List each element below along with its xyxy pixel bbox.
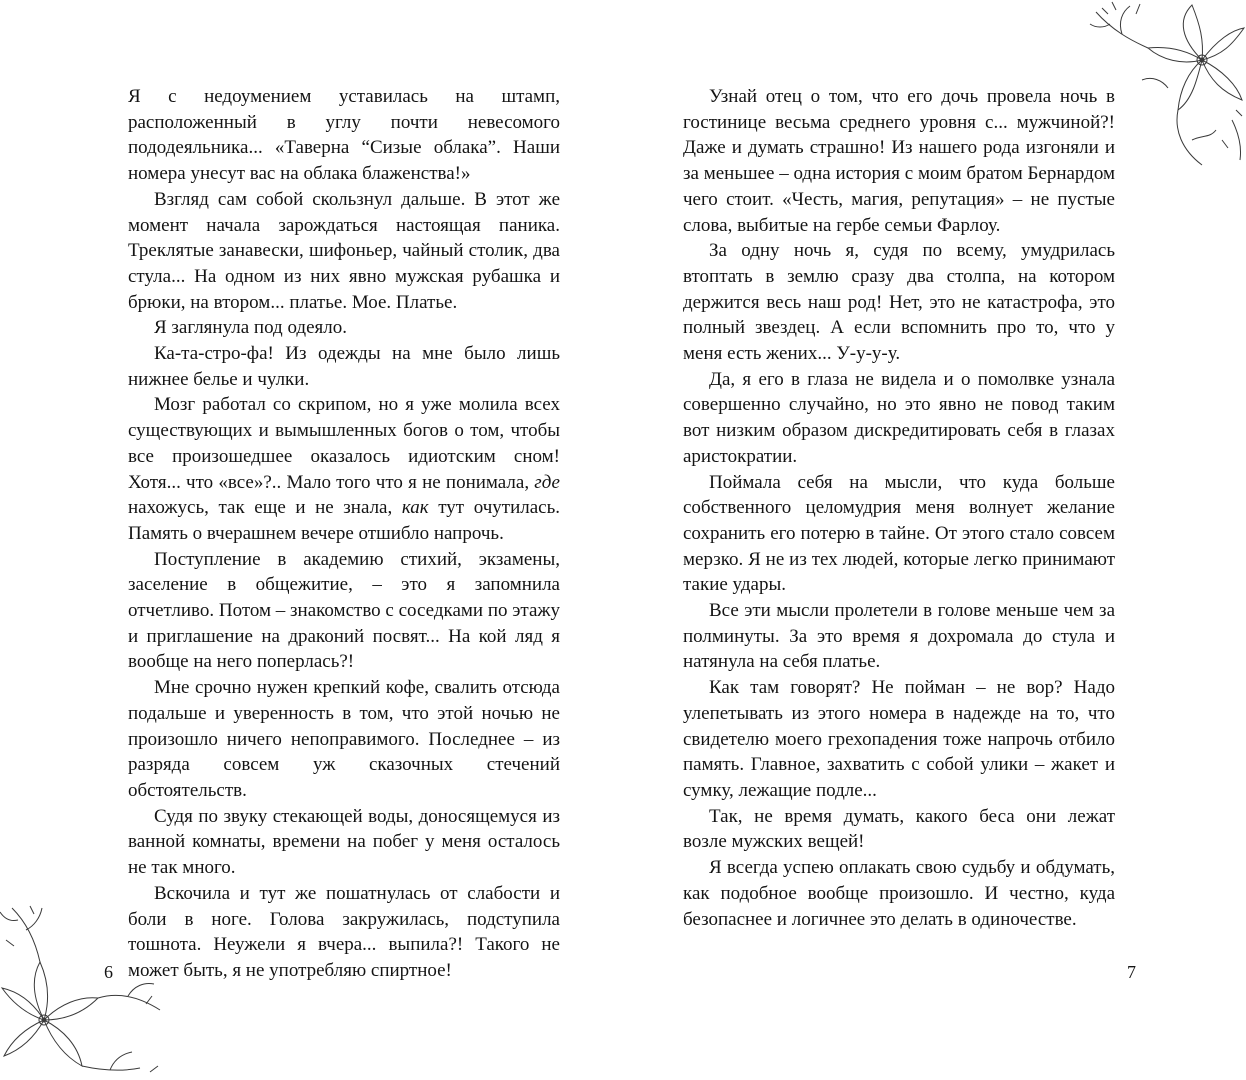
- italic-word: как: [401, 497, 429, 519]
- paragraph-text: тут очутилась. Память о вчерашнем вечере отшибло напрочь.: [128, 497, 560, 544]
- right-page: [623, 0, 1246, 1080]
- paragraph: Мне срочно нужен крепкий кофе, свалить отсюда подальше и уверенность в том, что этой ночью не произошло ничего непоправимого. Последнее – из разряда совсем уж сказочных стечений обстоятельств.: [128, 677, 560, 801]
- paragraph: За одну ночь я, судя по всему, умудрилась втоптать в землю сразу два столпа, на котором держится весь наш род! Нет, это не катастрофа, это полный звездец. А если вспомнить про то, что у меня есть жених... У-у-у-у.: [683, 240, 1115, 365]
- right-page-text: [683, 84, 1115, 932]
- italic-word: где: [534, 471, 560, 493]
- paragraph-text: Мозг работал со скрипом, но я уже молила всех существующих и вымышленных богов о том, чтобы все произошедшее оказалось идиотским сном! Хотя... что «все»?.. Мало того что я не понимала,: [128, 394, 560, 493]
- paragraph: Узнай отец о том, что его дочь провела ночь в гостинице весьма среднего уровня с... мужчиной?! Даже и думать страшно! Из нашего рода изгоняли и за меньшее – одна история с моим братом Бернардом чего стоит. «Честь, магия, репутация» – не пустые слова, выбитые на гербе семьи Фарлоу.: [683, 86, 1115, 236]
- paragraph: Я с недоумением уставилась на штамп, расположенный в углу почти невесомого пододеяльника... «Таверна “Сизые облака”. Наши номера унесут вас на облака блаженства!»: [128, 86, 560, 185]
- paragraph: Так, не время думать, какого беса они лежат возле мужских вещей!: [683, 805, 1115, 853]
- paragraph: Да, я его в глаза не видела и о помолвке узнала совершенно случайно, но это явно не повод таким вот низким образом дискредитировать себя в глазах аристократии.: [683, 368, 1115, 467]
- paragraph: Я заглянула под одеяло.: [154, 317, 347, 339]
- page-number: 6: [104, 962, 113, 982]
- paragraph: Я всегда успею оплакать свою судьбу и обдумать, как подобное вообще произошло. И честно, куда безопаснее и логичнее это делать в одиночестве.: [683, 857, 1115, 930]
- left-page-text: [128, 84, 560, 984]
- paragraph-text: нахожусь, так еще и не знала,: [128, 497, 402, 519]
- paragraph: Поймала себя на мысли, что куда больше собственного целомудрия меня волнует желание сохранить его потерю в тайне. От этого стало совсем мерзко. Я не из тех людей, которые легко принимают такие удары.: [683, 471, 1115, 596]
- paragraph: Все эти мысли пролетели в голове меньше чем за полминуты. За это время я дохромала до стула и натянула на себя платье.: [683, 600, 1115, 673]
- paragraph: Судя по звуку стекающей воды, доносящемуся из ванной комнаты, времени на побег у меня осталось не так много.: [128, 805, 560, 879]
- paragraph: Ка-та-стро-фа! Из одежды на мне было лишь нижнее белье и чулки.: [128, 343, 560, 390]
- paragraph: Как там говорят? Не пойман – не вор? Надо улепетывать из этого номера в надежде на то, что свидетелю моего грехопадения тоже напрочь отбило память. Главное, захватить с собой улики – жакет и сумку, лежащие подле...: [683, 677, 1115, 801]
- page-number: 7: [1127, 962, 1136, 982]
- paragraph: Поступление в академию стихий, экзамены, заселение в общежитие, – это я запомнила отчетливо. Потом – знакомство с соседками по этажу и приглашение на драконий посвят... На кой ляд я вообще на него поперлась?!: [128, 548, 560, 673]
- paragraph: Взгляд сам собой скользнул дальше. В этот же момент начала зарождаться настоящая паника. Треклятые занавески, шифоньер, чайный столик, два стула... На одном из них явно мужская рубашка и брюки, на втором... платье. Мое. Платье.: [128, 188, 560, 313]
- paragraph: [128, 392, 560, 546]
- paragraph: Вскочила и тут же пошатнулась от слабости и боли в ноге. Голова закружилась, подступила тошнота. Неужели я вчера... выпила?! Такого не может быть, я не употребляю спиртное!: [128, 882, 560, 981]
